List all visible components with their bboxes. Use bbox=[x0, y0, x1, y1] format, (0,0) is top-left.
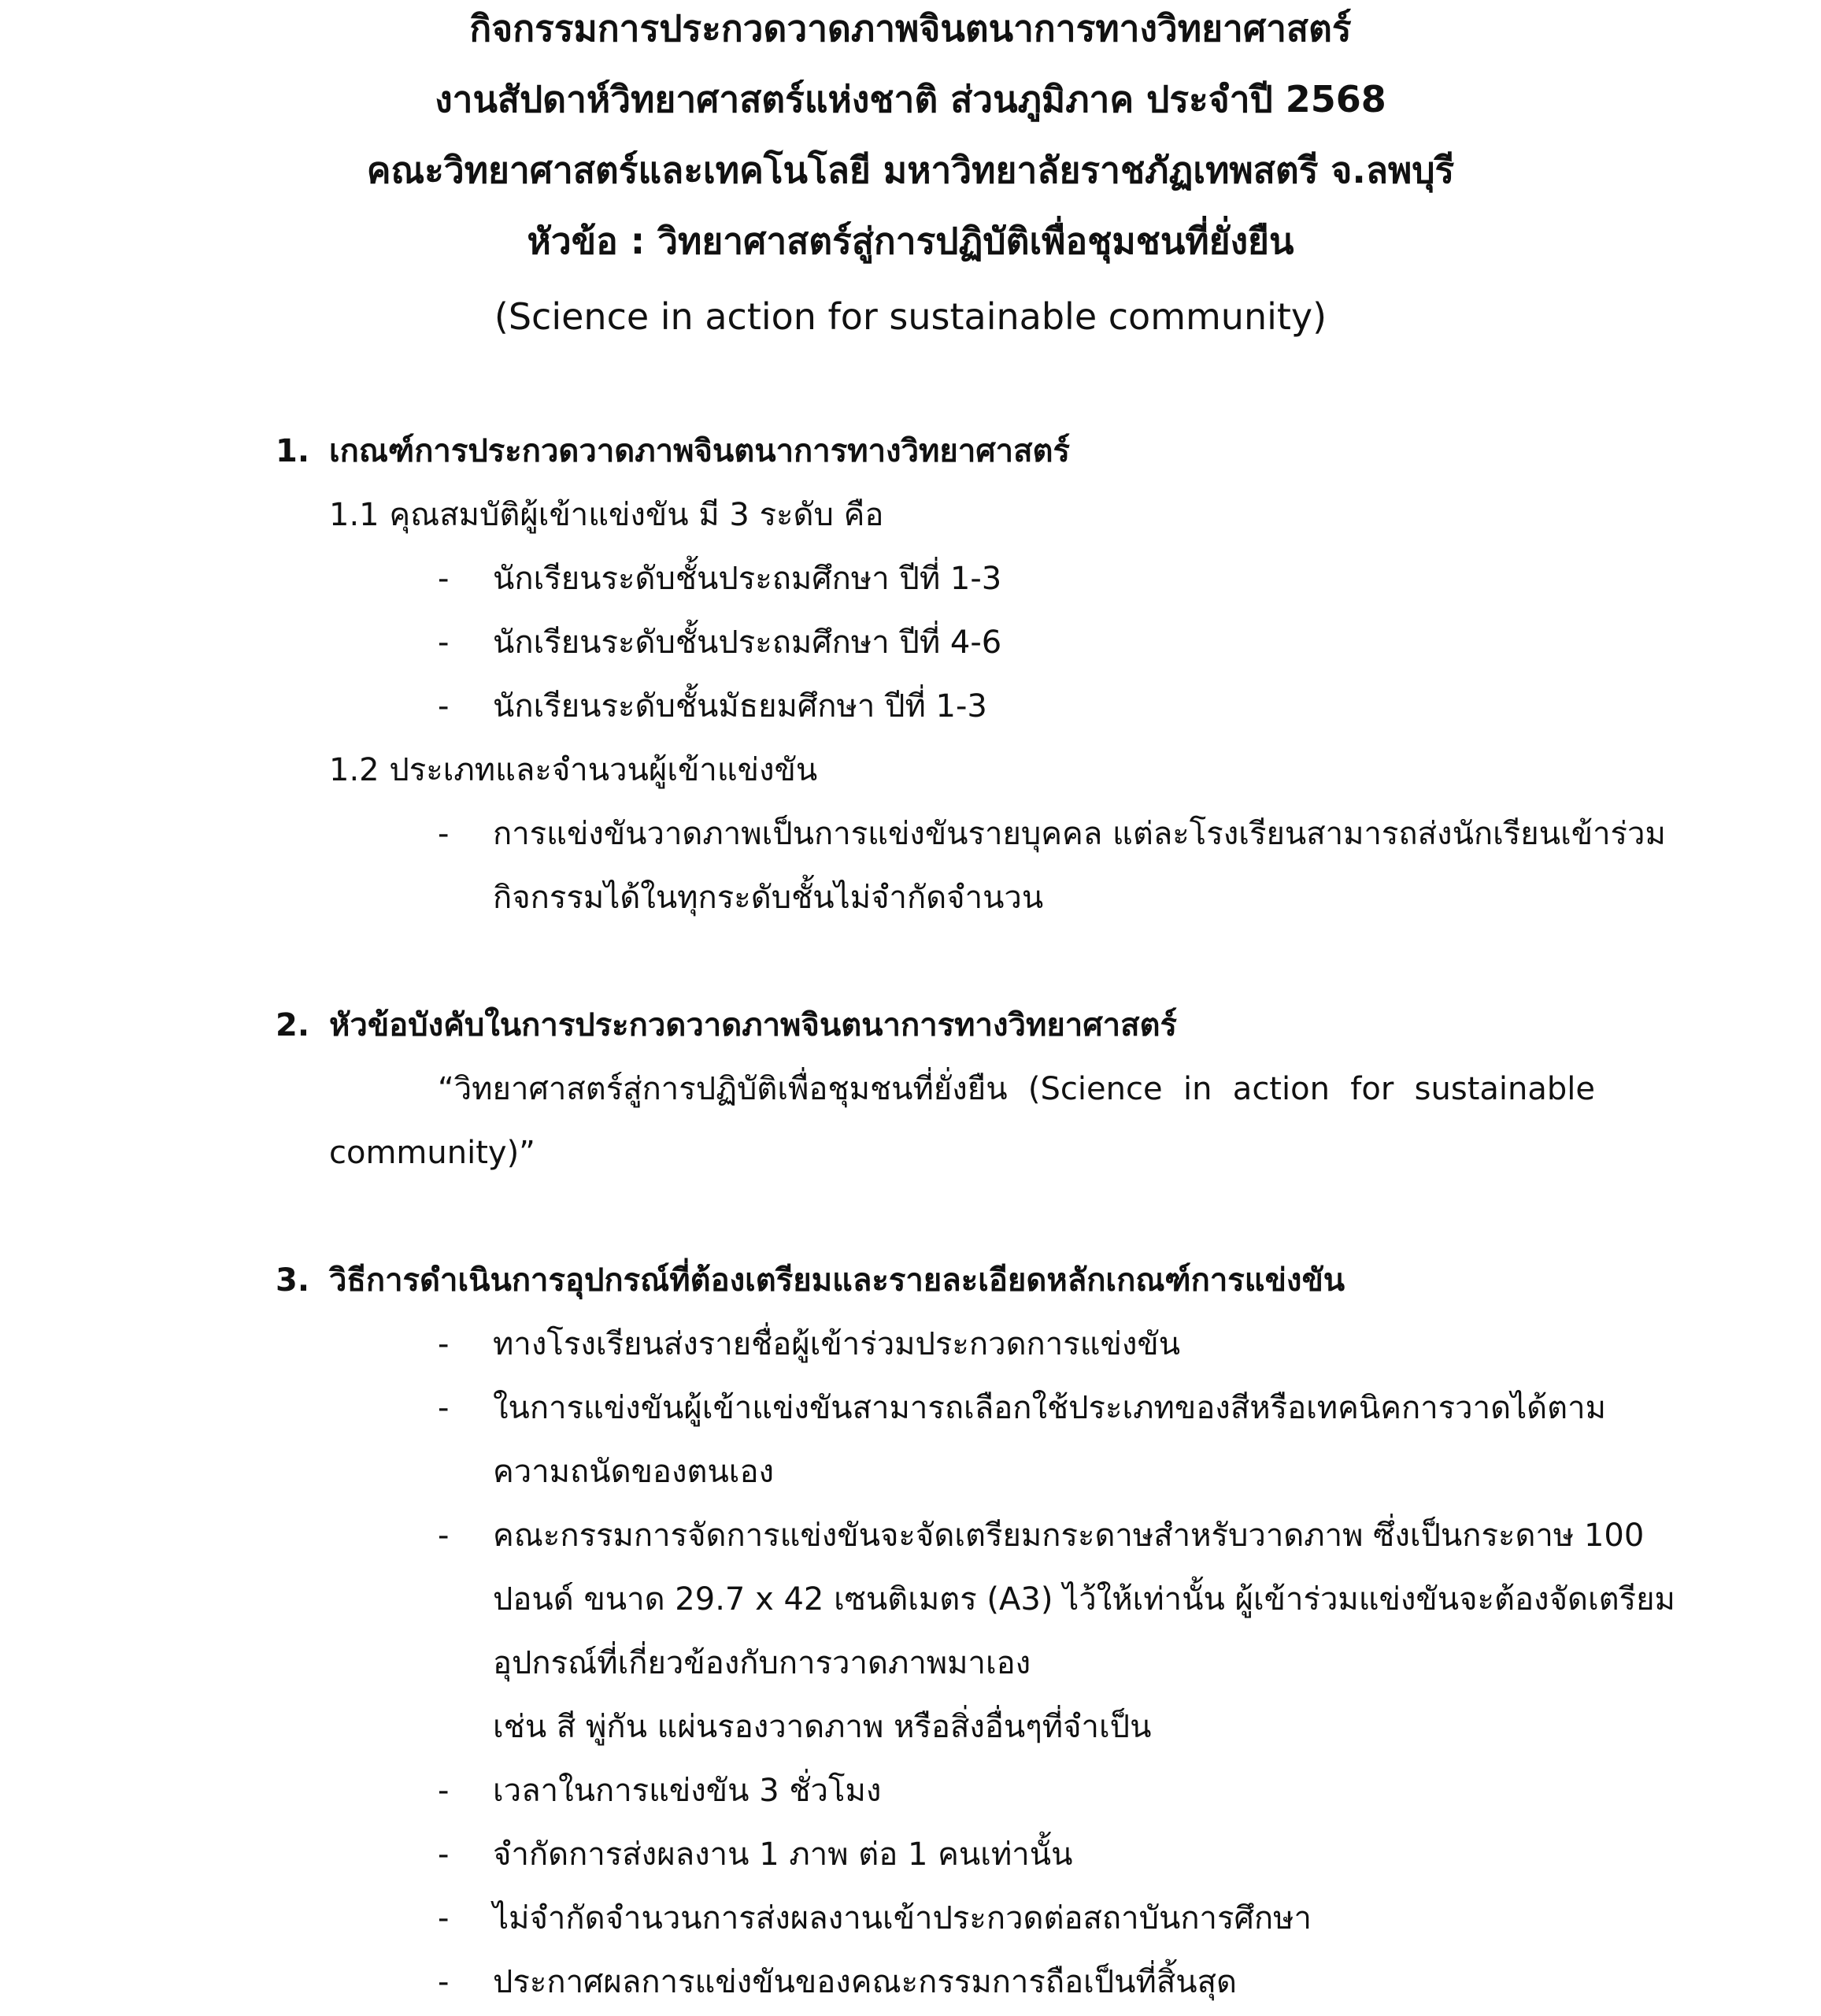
list-item: ในการแข่งขันผู้เข้าแข่งขันสามารถเลือกใช้ประเภทของสีหรือเทคนิคการวาดได้ตาม bbox=[493, 1390, 1606, 1426]
list-item: นักเรียนระดับชั้นประถมศึกษา ปีที่ 1-3 bbox=[493, 561, 1002, 597]
list-bullet: - bbox=[438, 561, 450, 597]
list-item-continuation: ปอนด์ ขนาด 29.7 x 42 เซนติเมตร (A3) ไว้ให้เท่านั้น ผู้เข้าร่วมแข่งขันจะต้องจัดเตรียม bbox=[493, 1581, 1675, 1618]
list-item-continuation: กิจกรรมได้ในทุกระดับชั้นไม่จำกัดจำนวน bbox=[493, 880, 1044, 916]
list-bullet: - bbox=[438, 816, 450, 852]
section2-quote-continuation: community)” bbox=[329, 1135, 535, 1171]
header-topic-line: หัวข้อ : วิทยาศาสตร์สู่การปฏิบัติเพื่อชุมชนที่ยั่งยืน bbox=[527, 220, 1294, 262]
list-item: การแข่งขันวาดภาพเป็นการแข่งขันรายบุคคล แต่ละโรงเรียนสามารถส่งนักเรียนเข้าร่วม bbox=[493, 816, 1666, 852]
list-item: ไม่จำกัดจำนวนการส่งผลงานเข้าประกวดต่อสถาบันการศึกษา bbox=[493, 1900, 1312, 1936]
list-bullet: - bbox=[438, 1518, 450, 1554]
list-item-continuation: อุปกรณ์ที่เกี่ยวข้องกับการวาดภาพมาเอง bbox=[493, 1645, 1031, 1681]
section1-number: 1. bbox=[276, 433, 310, 469]
header-title-line1: กิจกรรมการประกวดวาดภาพจินตนาการทางวิทยาศาสตร์ bbox=[469, 7, 1352, 50]
section2-quote: “วิทยาศาสตร์สู่การปฏิบัติเพื่อชุมชนที่ยั่งยืน (Science in action for sustainable bbox=[438, 1071, 1595, 1107]
section2-number: 2. bbox=[276, 1007, 310, 1043]
section3-number: 3. bbox=[276, 1262, 310, 1299]
section1-title: เกณฑ์การประกวดวาดภาพจินตนาการทางวิทยาศาสตร์ bbox=[329, 433, 1071, 469]
list-bullet: - bbox=[438, 1836, 450, 1873]
list-item-continuation: ความถนัดของตนเอง bbox=[493, 1454, 775, 1490]
header-title-line3: คณะวิทยาศาสตร์และเทคโนโลยี มหาวิทยาลัยราชภัฏเทพสตรี จ.ลพบุรี bbox=[366, 149, 1455, 191]
list-bullet: - bbox=[438, 1390, 450, 1426]
section1-sub2-heading: 1.2 ประเภทและจำนวนผู้เข้าแข่งขัน bbox=[329, 752, 818, 788]
list-item-continuation: เช่น สี พู่กัน แผ่นรองวาดภาพ หรือสิ่งอื่นๆที่จำเป็น bbox=[493, 1709, 1152, 1745]
list-bullet: - bbox=[438, 688, 450, 724]
list-item: ประกาศผลการแข่งขันของคณะกรรมการถือเป็นที่สิ้นสุด bbox=[493, 1964, 1238, 2000]
section3-title: วิธีการดำเนินการอุปกรณ์ที่ต้องเตรียมและรายละเอียดหลักเกณฑ์การแข่งขัน bbox=[329, 1262, 1345, 1299]
list-bullet: - bbox=[438, 1964, 450, 2000]
list-bullet: - bbox=[438, 624, 450, 661]
list-item: นักเรียนระดับชั้นประถมศึกษา ปีที่ 4-6 bbox=[493, 624, 1002, 661]
list-bullet: - bbox=[438, 1326, 450, 1362]
list-bullet: - bbox=[438, 1773, 450, 1809]
list-item: จำกัดการส่งผลงาน 1 ภาพ ต่อ 1 คนเท่านั้น bbox=[493, 1836, 1073, 1873]
header-title-line2: งานสัปดาห์วิทยาศาสตร์แห่งชาติ ส่วนภูมิภาค ประจำปี 2568 bbox=[435, 78, 1386, 120]
list-item: คณะกรรมการจัดการแข่งขันจะจัดเตรียมกระดาษสำหรับวาดภาพ ซึ่งเป็นกระดาษ 100 bbox=[493, 1518, 1645, 1554]
list-bullet: - bbox=[438, 1900, 450, 1936]
list-item: ทางโรงเรียนส่งรายชื่อผู้เข้าร่วมประกวดการแข่งขัน bbox=[493, 1326, 1181, 1362]
section1-sub1-heading: 1.1 คุณสมบัติผู้เข้าแข่งขัน มี 3 ระดับ คือ bbox=[329, 497, 884, 533]
header-topic-english: (Science in action for sustainable community) bbox=[494, 295, 1327, 338]
list-item: นักเรียนระดับชั้นมัธยมศึกษา ปีที่ 1-3 bbox=[493, 688, 987, 724]
section2-title: หัวข้อบังคับในการประกวดวาดภาพจินตนาการทางวิทยาศาสตร์ bbox=[329, 1007, 1177, 1043]
list-item: เวลาในการแข่งขัน 3 ชั่วโมง bbox=[493, 1773, 882, 1809]
